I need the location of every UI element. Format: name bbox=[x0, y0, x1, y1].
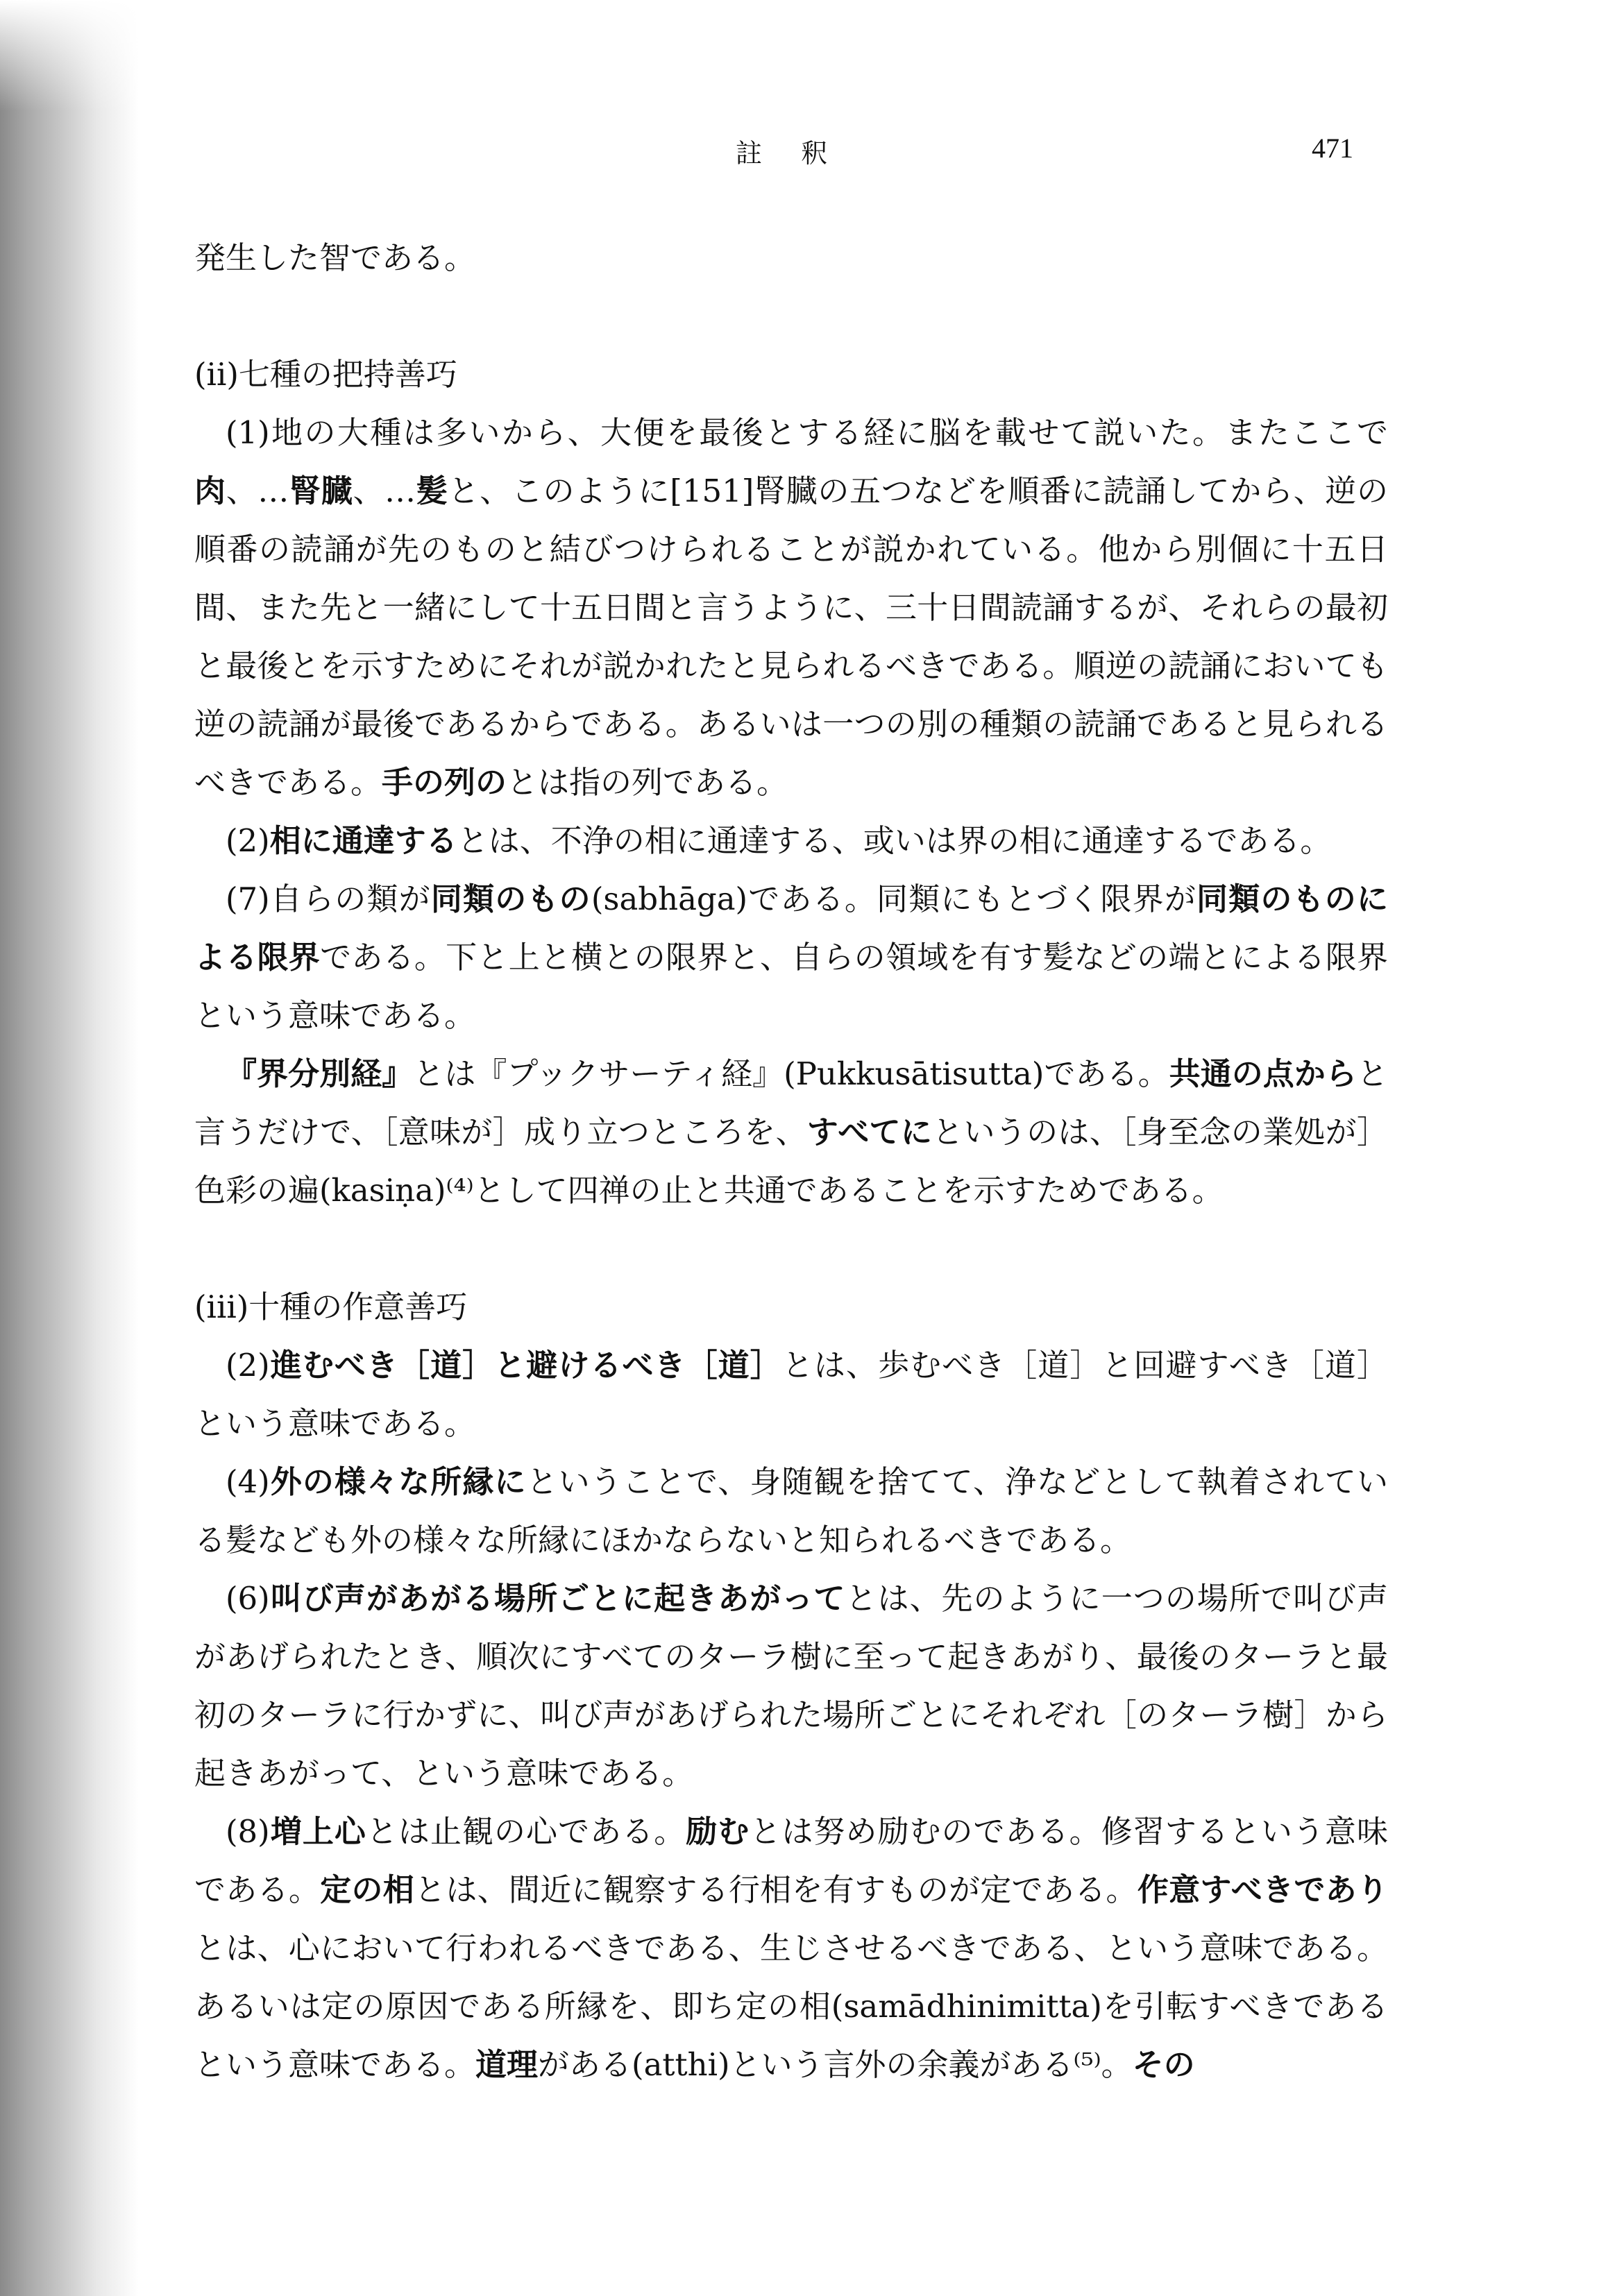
text-run: とは努め励むのである。修習するという意味である。 bbox=[194, 1813, 1388, 1908]
text-run: とは止観の心である。 bbox=[366, 1813, 686, 1850]
text-run: とは、心において行われるべきである、生じさせるべきである、という意味である。あるいは定の原因である所縁を、即ち定の相(samādhinimitta)を引転すべきであるという意味である。 bbox=[194, 1930, 1388, 2083]
bold-term: 作意すべきであり bbox=[1137, 1871, 1388, 1908]
bold-term: その bbox=[1132, 2046, 1195, 2083]
text-run: 、… bbox=[353, 473, 416, 509]
paragraph bbox=[194, 812, 1388, 870]
text-run: と言うだけで、［意味が］成り立つところを、 bbox=[194, 1055, 1388, 1150]
section-heading bbox=[194, 1278, 1388, 1336]
text-run: ということで、身随観を捨てて、浄などとして執着されている髪なども外の様々な所縁にほかならないと知られるべきである。 bbox=[194, 1463, 1388, 1558]
text-run: (6) bbox=[226, 1580, 270, 1617]
text-run: (7)自らの類が bbox=[226, 881, 431, 917]
bold-term: 叫び声があがる場所ごとに起きあがって bbox=[269, 1580, 846, 1617]
bold-term: 進むべき［道］と避けるべき［道］ bbox=[269, 1347, 782, 1384]
text-run: とは、不浄の相に通達する、或いは界の相に通達するである。 bbox=[457, 822, 1332, 859]
text-run: 、… bbox=[226, 473, 289, 509]
paragraph bbox=[194, 1453, 1388, 1570]
text-run: である。下と上と横との限界と、自らの領域を有す髪などの端とによる限界という意味である。 bbox=[194, 939, 1388, 1034]
bold-term: 共通の点から bbox=[1169, 1055, 1357, 1092]
bold-term: 手の列の bbox=[382, 764, 507, 801]
running-title: 註 釈 bbox=[736, 138, 843, 169]
paragraph bbox=[194, 870, 1388, 1045]
paragraph bbox=[194, 229, 1388, 287]
paragraph bbox=[194, 404, 1388, 812]
text-run: (1)地の大種は多いから、大便を最後とする経に脳を載せて説いた。またここで bbox=[226, 414, 1388, 451]
page-number: 471 bbox=[1312, 133, 1353, 164]
text-run: 発生した智である。 bbox=[194, 239, 476, 276]
page-header bbox=[194, 132, 1374, 173]
text-run: というのは、［身至念の業処が］色彩の遍(kasiṇa)⁽⁴⁾として四禅の止と共通であることを示すためである。 bbox=[194, 1114, 1388, 1209]
scan-shadow-top bbox=[0, 0, 139, 111]
bold-term: 励む bbox=[686, 1813, 750, 1850]
bold-term: 肉 bbox=[194, 473, 226, 509]
text-run: とは、歩むべき［道］と回避すべき［道］という意味である。 bbox=[194, 1347, 1388, 1442]
bold-term: 外の様々な所縁に bbox=[269, 1463, 527, 1500]
text-run: と、このように[151]腎臓の五つなどを順番に読誦してから、逆の順番の読誦が先のものと結びつけられることが説かれている。他から別個に十五日間、また先と一緒にして十五日間と言うように、三十日間読誦するが、それらの最初と最後とを示すためにそれが説かれたと見られるべきである。順逆の読誦においても逆の読誦が最後であるからである。あるいは一つの別の種類の読誦であると見られるべきである。 bbox=[194, 473, 1388, 801]
text-run: (2) bbox=[226, 822, 270, 859]
text-run: (8) bbox=[226, 1813, 270, 1850]
scan-shadow bbox=[0, 0, 139, 2296]
text-run: がある(atthi)という言外の余義がある⁽⁵⁾。 bbox=[538, 2046, 1133, 2083]
text-run: とは、間近に観察する行相を有すものが定である。 bbox=[414, 1871, 1137, 1908]
bold-term: 髪 bbox=[416, 473, 448, 509]
bold-term: 定の相 bbox=[320, 1871, 415, 1908]
bold-term: 腎臓 bbox=[289, 473, 353, 509]
paragraph bbox=[194, 1045, 1388, 1220]
text-run: (sabhāga)である。同類にもとづく限界が bbox=[591, 881, 1197, 917]
bold-term: 相に通達する bbox=[269, 822, 457, 859]
bold-term: すべてに bbox=[806, 1114, 933, 1150]
paragraph bbox=[194, 1570, 1388, 1803]
section-heading bbox=[194, 346, 1388, 404]
text-run: とは、先のように一つの場所で叫び声があげられたとき、順次にすべてのターラ樹に至って起きあがり、最後のターラと最初のターラに行かずに、叫び声があげられた場所ごとにそれぞれ［のターラ樹］から起きあがって、という意味である。 bbox=[194, 1580, 1388, 1792]
text-run: (2) bbox=[226, 1347, 270, 1384]
bold-term: 『界分別経』 bbox=[226, 1055, 414, 1092]
bold-term: 道理 bbox=[475, 2046, 539, 2083]
text-run: (iii)十種の作意善巧 bbox=[194, 1289, 468, 1325]
text-run: (4) bbox=[226, 1463, 270, 1500]
text-run: とは『プックサーティ経』(Pukkusātisutta)である。 bbox=[413, 1055, 1169, 1092]
bold-term: 増上心 bbox=[269, 1813, 366, 1850]
paragraph bbox=[194, 1803, 1388, 2094]
paragraph bbox=[194, 1336, 1388, 1453]
text-run: (ii)七種の把持善巧 bbox=[194, 356, 457, 393]
bold-term: 同類のものによる限界 bbox=[194, 881, 1388, 976]
bold-term: 同類のもの bbox=[430, 881, 591, 917]
page-body bbox=[194, 229, 1388, 2094]
text-run: とは指の列である。 bbox=[507, 764, 788, 801]
